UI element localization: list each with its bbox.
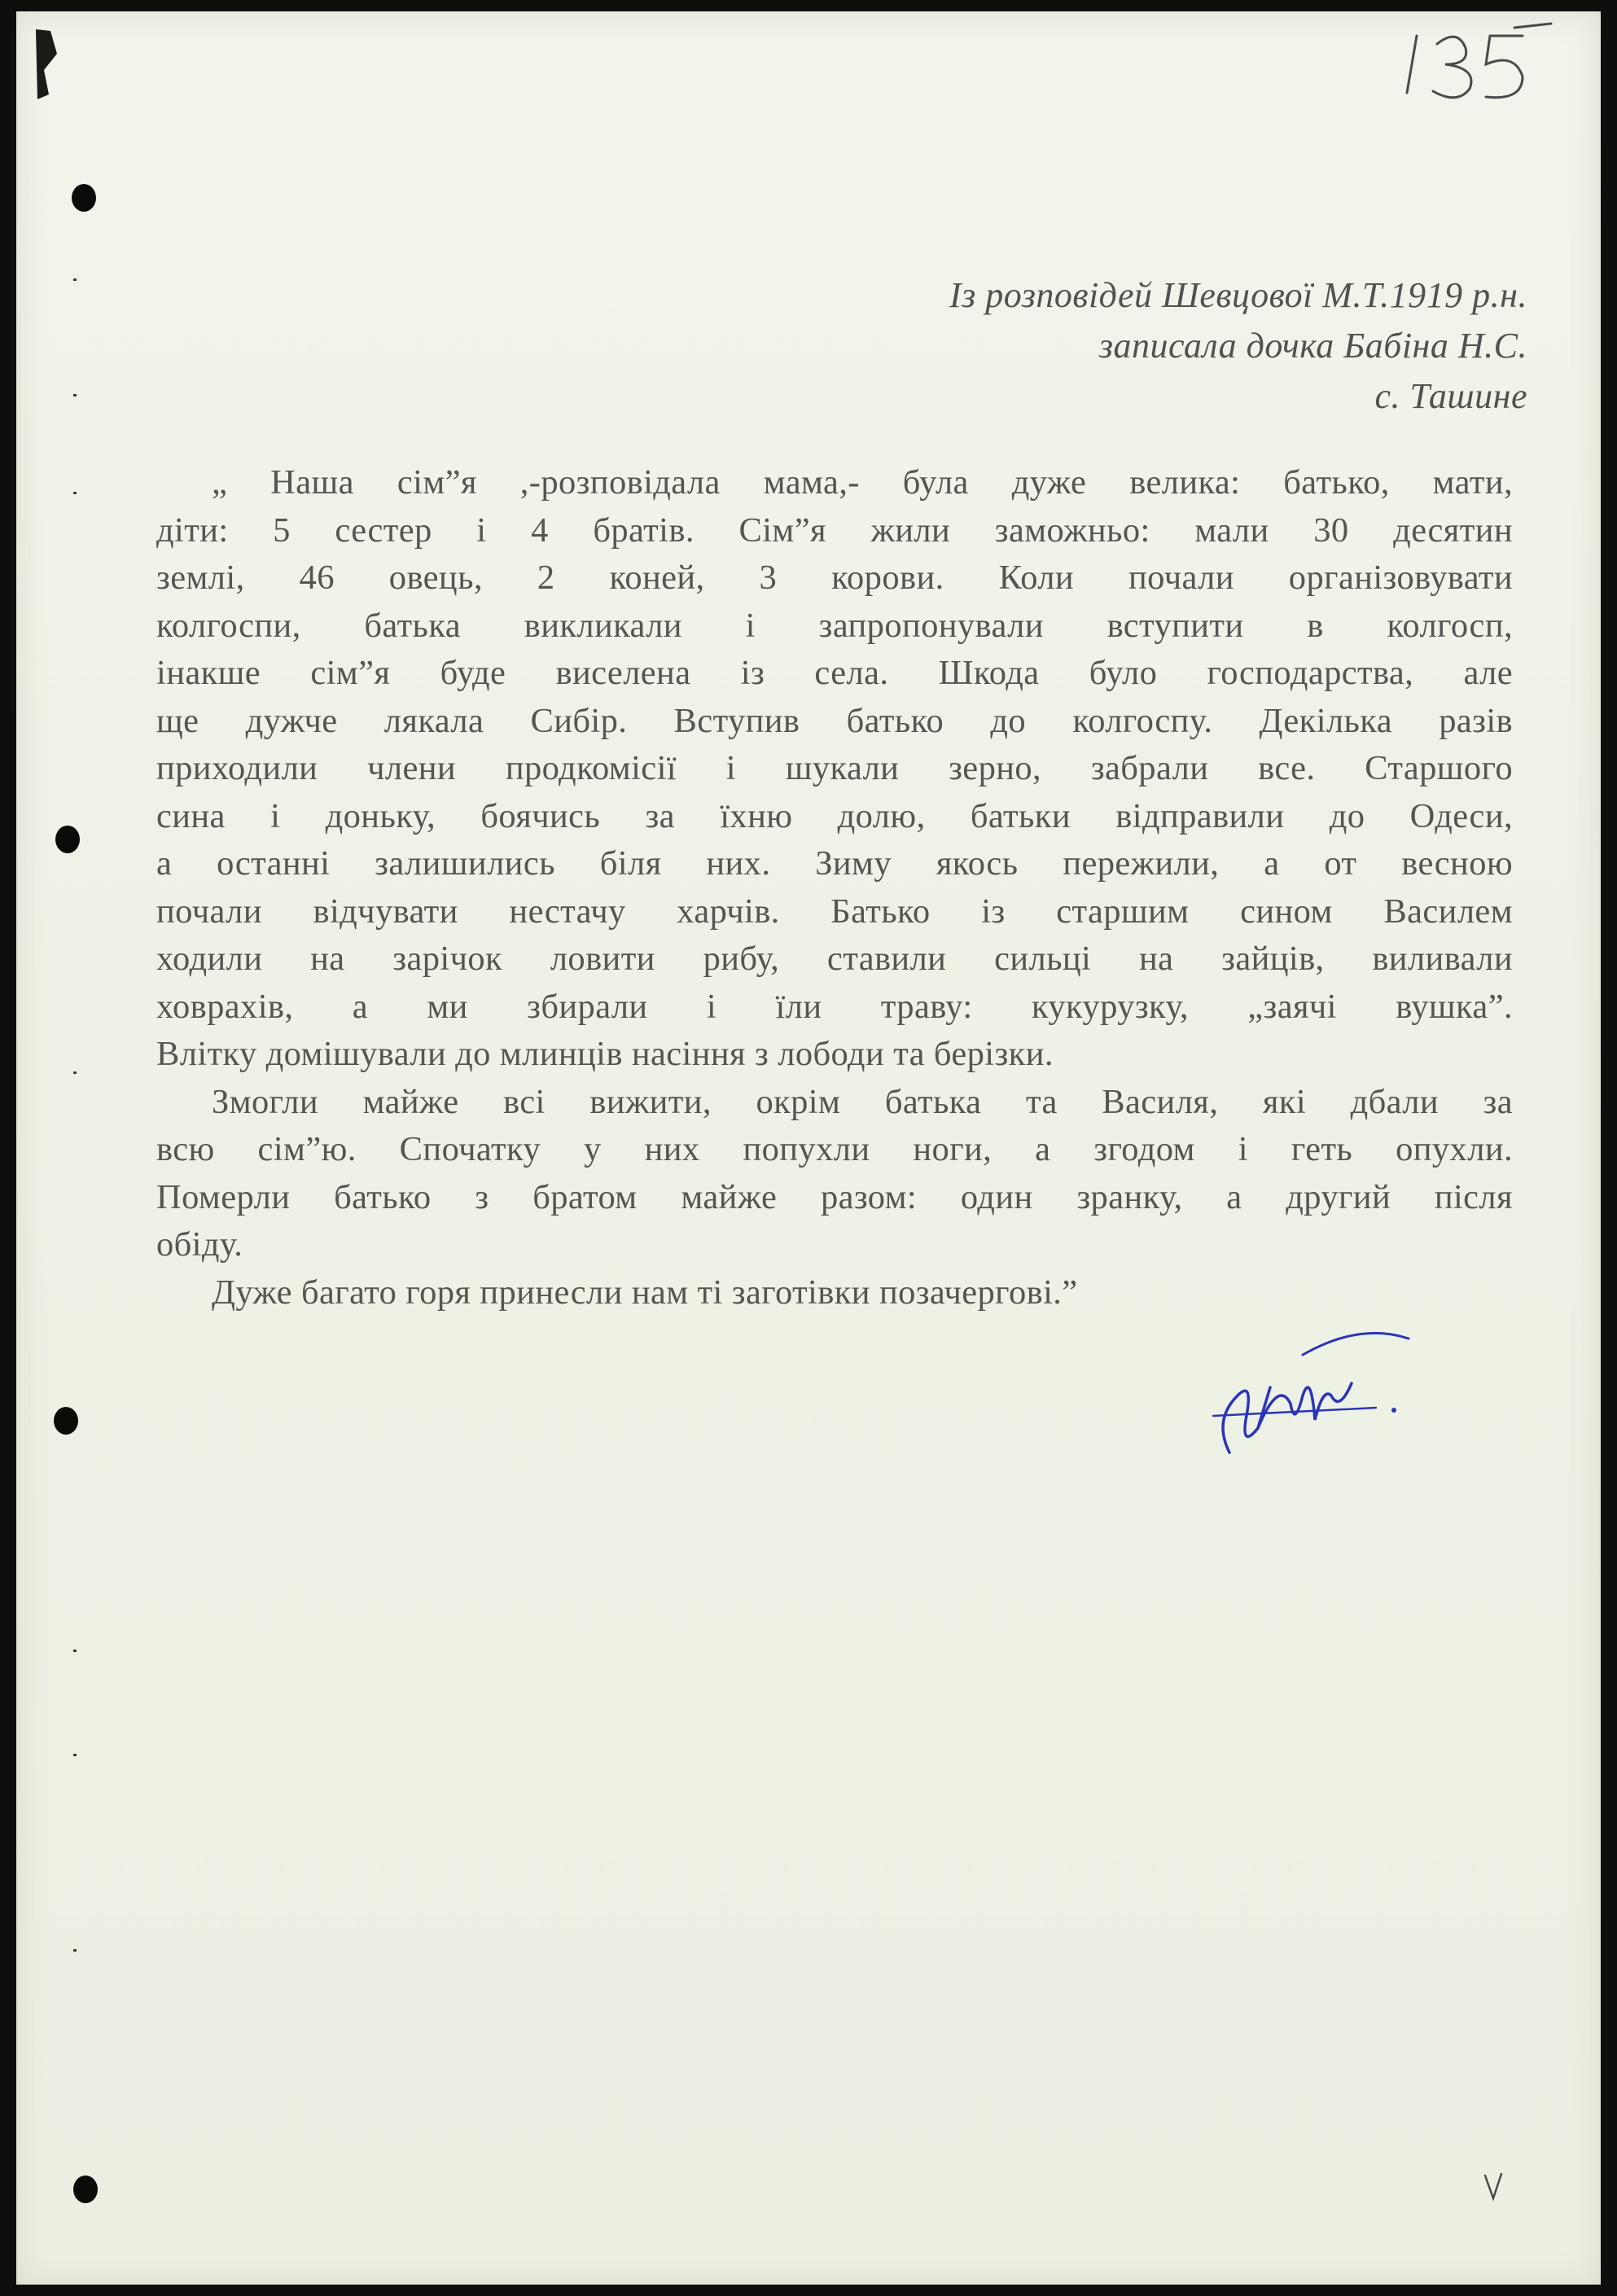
attribution-line-3: с. Ташине	[1374, 376, 1527, 416]
margin-tick	[73, 492, 77, 494]
margin-tick	[73, 1071, 77, 1074]
attribution-line-1: Із розповідей Шевцової М.Т.1919 р.н.	[949, 275, 1527, 315]
archive-page-number	[1400, 20, 1563, 109]
text-line: всю сім”ю. Спочатку у них попухли ноги, а згодом і геть опухли.	[156, 1130, 1513, 1168]
punch-hole-1	[72, 184, 96, 212]
pencil-check-mark	[1482, 2171, 1506, 2203]
text-line: сина і доньку, боячись за їхню долю, батьки відправили до Одеси,	[156, 796, 1513, 835]
text-line: обіду.	[156, 1225, 243, 1264]
text-line: інакше сім”я буде виселена із села. Шкода було господарства, але	[156, 654, 1513, 692]
margin-tick	[73, 1949, 77, 1952]
attribution-line-2: записала дочка Бабіна Н.С.	[1098, 326, 1527, 366]
text-line: колгоспи, батька викликали і запропонували вступити в колгосп,	[156, 606, 1513, 645]
text-line: Дуже багато горя принесли нам ті заготівки позачергові.”	[212, 1273, 1078, 1312]
testimony-text	[156, 459, 1513, 1317]
text-line: ходили на зарічок ловити рибу, ставили сильці на зайців, виливали	[156, 940, 1513, 978]
text-line: Влітку домішували до млинців насіння з лободи та берізки.	[156, 1035, 1054, 1073]
text-line: Змогли майже всі вижити, окрім батька та Василя, які дбали за	[212, 1082, 1513, 1121]
source-attribution	[632, 270, 1527, 422]
text-line: приходили члени продкомісії і шукали зерно, забрали все. Старшого	[156, 749, 1513, 787]
text-line: ще дужче лякала Сибір. Вступив батько до колгоспу. Декілька разів	[156, 701, 1513, 740]
text-line: землі, 46 овець, 2 коней, 3 корови. Коли почали організовувати	[156, 559, 1513, 597]
margin-tick	[73, 278, 77, 281]
text-line: а останні залишились біля них. Зиму якось пережили, а от весною	[156, 844, 1513, 883]
text-line: „ Наша сім”я ,-розповідала мама,- була дуже велика: батько, мати,	[212, 463, 1513, 502]
paragraph-1	[156, 459, 1513, 1079]
handwritten-signature	[1181, 1306, 1417, 1469]
punch-hole-3	[54, 1407, 78, 1435]
margin-tick	[73, 1650, 77, 1652]
document-page	[16, 11, 1601, 2285]
text-line: діти: 5 сестер і 4 братів. Сім”я жили заможньо: мали 30 десятин	[156, 510, 1513, 550]
punch-hole-2	[55, 826, 80, 853]
margin-tick	[73, 394, 77, 397]
punch-hole-4	[73, 2176, 98, 2203]
text-line: ховрахів, а ми збирали і їли траву: кукурузку, „заячі вушка”.	[156, 987, 1513, 1026]
text-line: Померли батько з братом майже разом: один зранку, а другий після	[156, 1177, 1513, 1216]
corner-ink-mark	[33, 21, 73, 103]
margin-tick	[73, 1754, 77, 1756]
paragraph-2	[156, 1079, 1513, 1269]
text-line: почали відчувати нестачу харчів. Батько із старшим сином Василем	[156, 892, 1513, 931]
